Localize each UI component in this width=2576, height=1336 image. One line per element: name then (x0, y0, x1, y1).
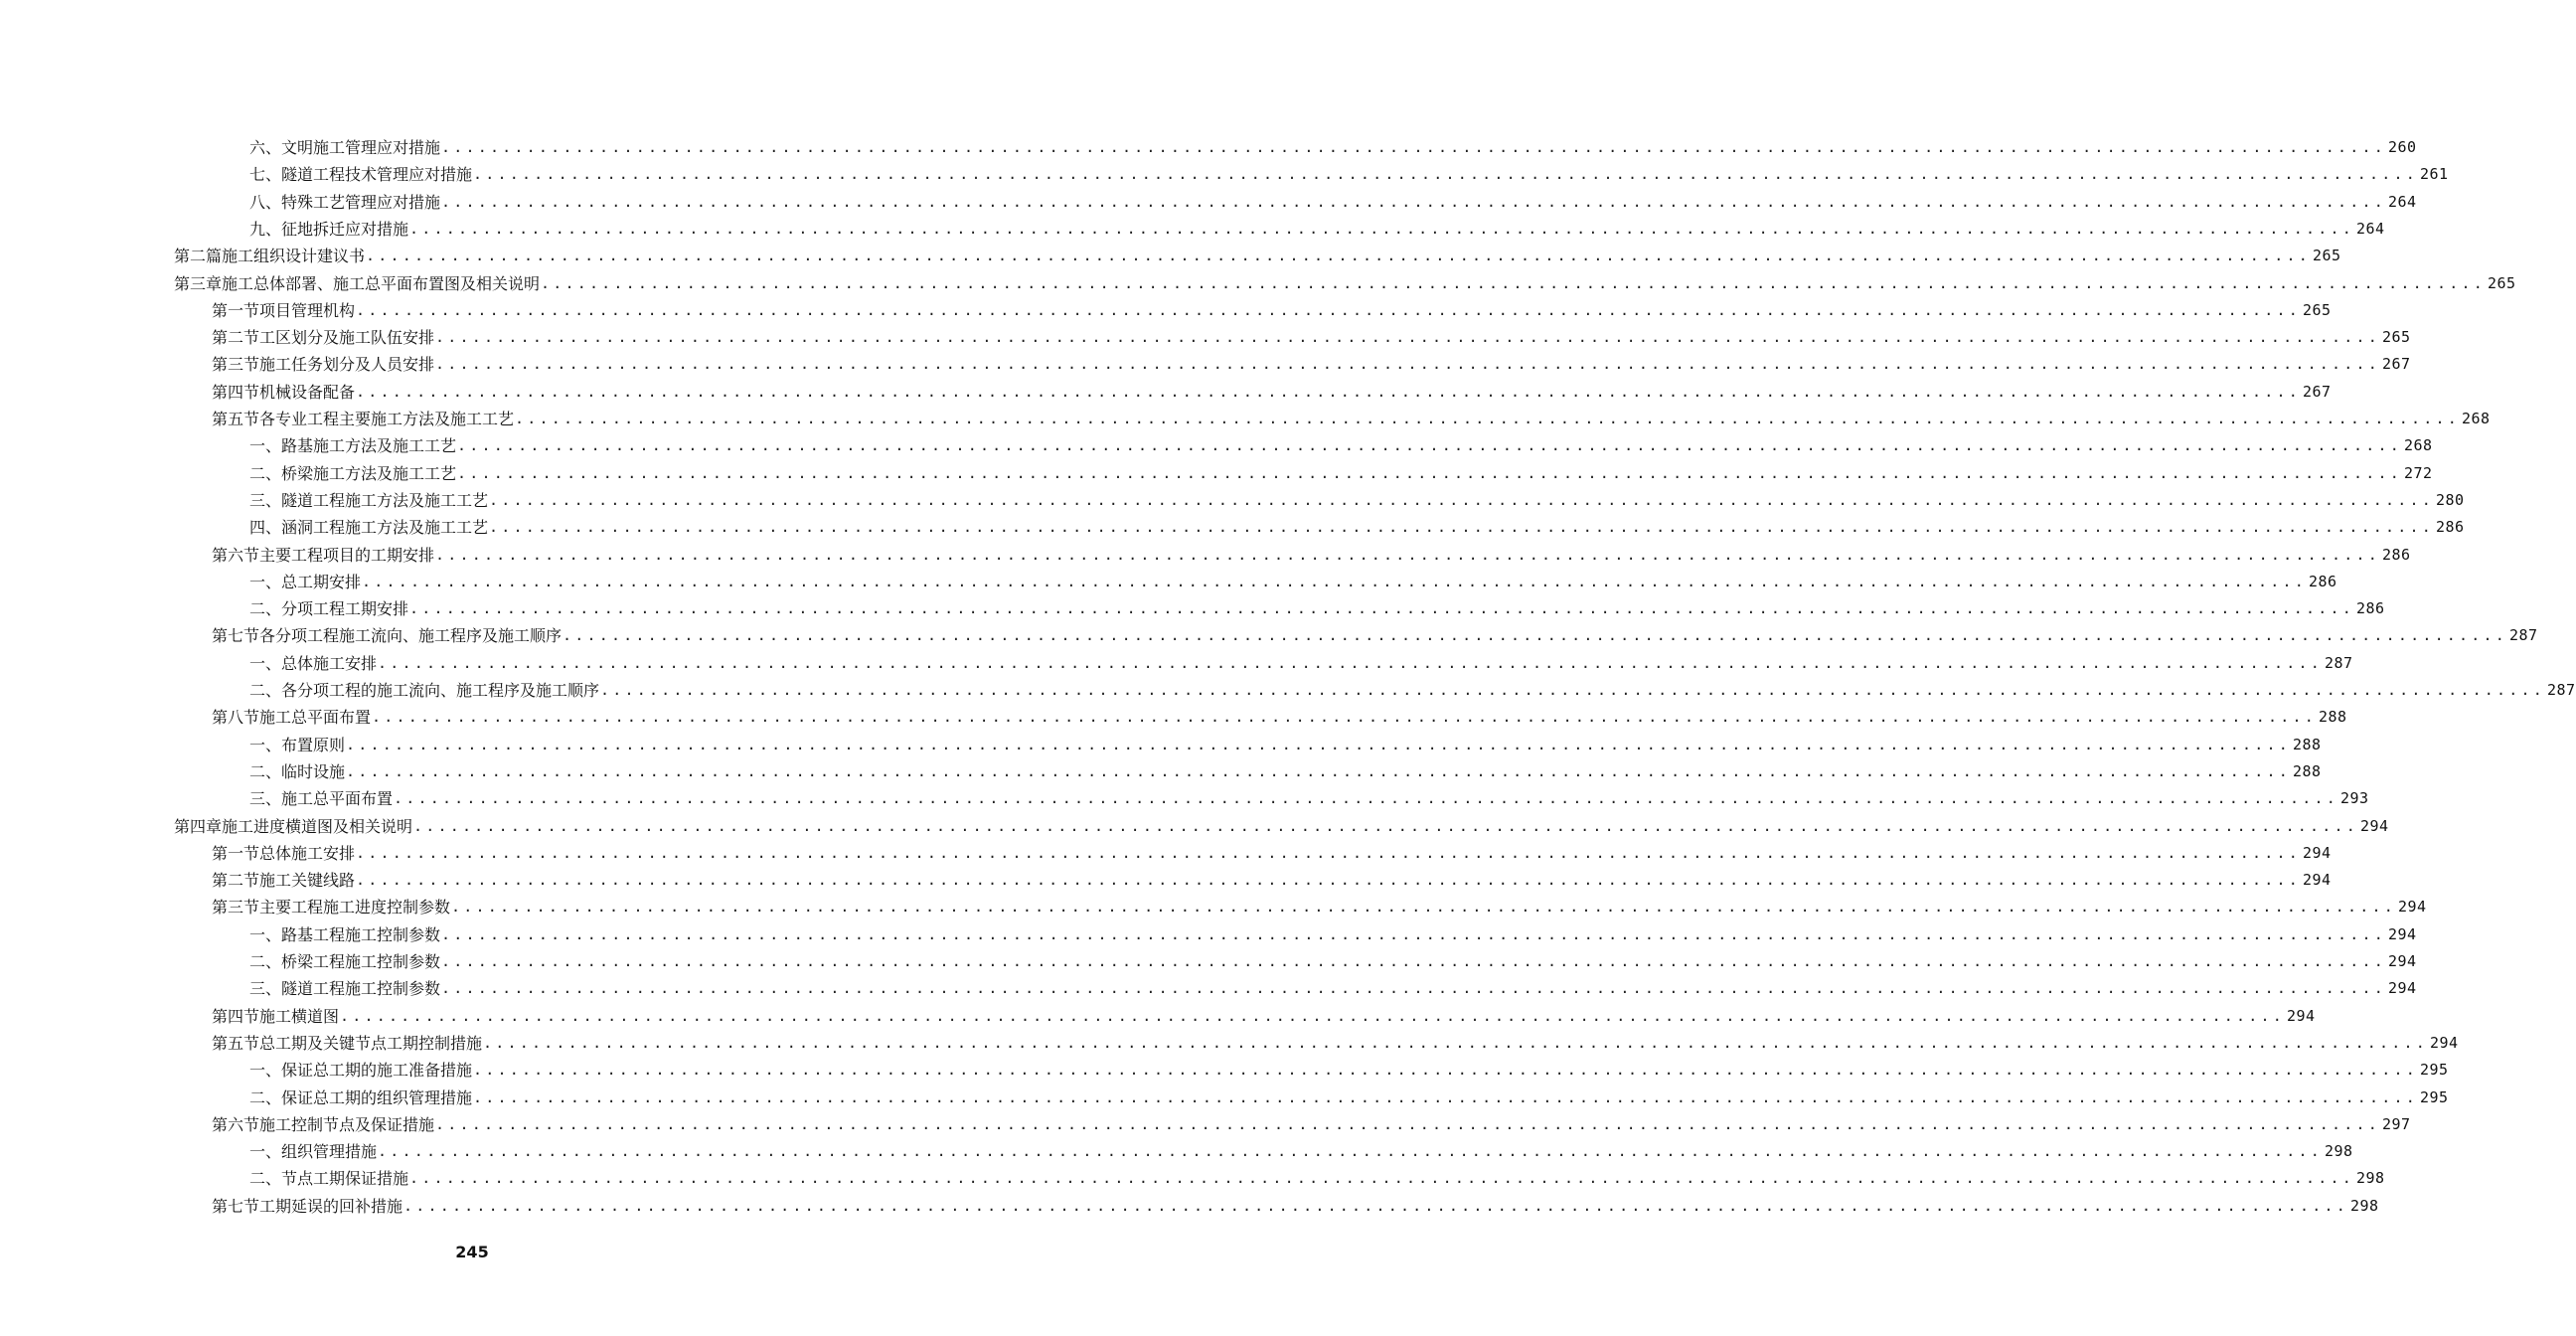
toc-entry[interactable] (212, 324, 2411, 351)
toc-entry-page: 267 (2381, 355, 2411, 374)
toc-entry-title: 工区划分及施工队伍安排 (259, 328, 435, 348)
dot-leader: ................................................................................................................................................................ (473, 165, 2418, 184)
dot-leader: ................................................................................................................................................................ (563, 626, 2507, 645)
toc-entry-title: 总体施工安排 (259, 843, 356, 863)
dot-leader: ................................................................................................................................................................ (362, 572, 2307, 590)
toc-entry[interactable] (249, 134, 2417, 161)
page-number: 245 (455, 1243, 489, 1261)
toc-entry[interactable] (249, 948, 2417, 975)
toc-entry-number: 三、 (249, 979, 282, 999)
toc-entry[interactable] (249, 758, 2322, 785)
toc-entry-page: 298 (2349, 1196, 2379, 1215)
toc-entry-title: 施工控制节点及保证措施 (259, 1114, 435, 1134)
toc-entry-title: 保证总工期的组织管理措施 (281, 1087, 473, 1107)
toc-entry-title: 总体施工安排 (281, 653, 378, 673)
dot-leader: ................................................................................................................................................................ (378, 653, 2323, 672)
toc-entry-number: 九、 (249, 219, 282, 239)
dot-leader: ................................................................................................................................................................ (409, 1169, 2354, 1188)
toc-entry-number: 第三节 (212, 898, 260, 918)
toc-entry-title: 第二篇施工组织设计建议书 (174, 247, 366, 266)
toc-entry-page: 288 (2292, 761, 2322, 780)
toc-entry-page: 287 (2508, 626, 2538, 645)
dot-leader: ................................................................................................................................................................ (489, 518, 2434, 537)
toc-entry[interactable] (249, 595, 2385, 622)
toc-entry-number: 第三章 (174, 273, 223, 293)
dot-leader: ................................................................................................................................................................ (457, 463, 2402, 482)
dot-leader: ................................................................................................................................................................ (356, 871, 2301, 890)
toc-entry[interactable] (174, 813, 2389, 840)
toc-entry-number: 第六节 (212, 545, 260, 565)
toc-entry-page: 272 (2403, 463, 2433, 482)
dot-leader: ................................................................................................................................................................ (356, 300, 2301, 319)
dot-leader: ................................................................................................................................................................ (346, 735, 2291, 753)
toc-entry-title: 征地拆迁应对措施 (281, 219, 409, 239)
toc-entry-title: 涵洞工程施工方法及施工工艺 (281, 518, 489, 538)
toc-entry[interactable] (249, 432, 2433, 459)
toc-entry[interactable] (249, 975, 2417, 1002)
toc-entry[interactable] (212, 840, 2332, 867)
toc-entry-title: 组织管理措施 (281, 1142, 378, 1162)
toc-entry[interactable] (249, 514, 2465, 541)
toc-entry-page: 287 (2324, 653, 2353, 672)
toc-entry-page: 268 (2403, 436, 2433, 455)
toc-entry-number: 第二节 (212, 871, 260, 891)
toc-entry[interactable] (249, 1085, 2449, 1111)
toc-entry-page: 265 (2487, 273, 2516, 292)
toc-entry-page: 294 (2387, 979, 2417, 998)
toc-entry-title: 桥梁工程施工控制参数 (281, 952, 441, 971)
toc-entry-number: 一、 (249, 735, 282, 754)
toc-entry-number: 四、 (249, 518, 282, 538)
toc-entry-page: 288 (2318, 708, 2347, 727)
toc-entry-number: 二、 (249, 681, 282, 700)
toc-entry-number: 二、 (249, 761, 282, 781)
toc-entry-title: 施工关键线路 (259, 871, 356, 891)
toc-entry[interactable] (174, 270, 2516, 297)
dot-leader: ................................................................................................................................................................ (441, 979, 2386, 998)
toc-entry-title: 施工总体部署、施工总平面布置图及相关说明 (222, 273, 541, 293)
toc-entry-page: 288 (2292, 735, 2322, 753)
toc-entry-title: 文明施工管理应对措施 (281, 138, 441, 157)
toc-entry[interactable] (249, 785, 2369, 812)
toc-entry-number: 第八节 (212, 708, 260, 728)
toc-entry-title: 各分项工程施工流向、施工程序及施工顺序 (259, 626, 563, 646)
toc-entry-page: 295 (2419, 1061, 2449, 1080)
dot-leader: ................................................................................................................................................................ (457, 436, 2402, 455)
toc-entry-title: 施工总平面布置 (281, 789, 394, 809)
toc-entry[interactable] (249, 732, 2322, 758)
dot-leader: ................................................................................................................................................................ (441, 952, 2386, 970)
dot-leader: ................................................................................................................................................................ (600, 681, 2545, 699)
dot-leader: ................................................................................................................................................................ (435, 355, 2380, 374)
toc-entry[interactable] (174, 243, 2341, 269)
toc-entry[interactable] (249, 1057, 2449, 1084)
toc-entry-number: 二、 (249, 1087, 282, 1107)
toc-entry-title: 保证总工期的施工准备措施 (281, 1061, 473, 1081)
toc-entry-number: 第六节 (212, 1114, 260, 1134)
toc-entry-number: 一、 (249, 436, 282, 456)
toc-entry-page: 261 (2419, 165, 2449, 184)
toc-entry-title: 主要工程项目的工期安排 (259, 545, 435, 565)
toc-entry-page: 264 (2387, 192, 2417, 211)
toc-entry[interactable] (249, 216, 2385, 243)
dot-leader: ................................................................................................................................................................ (483, 1033, 2428, 1052)
toc-entry[interactable] (212, 379, 2332, 406)
dot-leader: ................................................................................................................................................................ (473, 1061, 2418, 1080)
dot-leader: ................................................................................................................................................................ (451, 898, 2396, 917)
toc-entry-title: 工期延误的回补措施 (259, 1196, 403, 1216)
toc-entry-title: 布置原则 (281, 735, 346, 754)
dot-leader: ................................................................................................................................................................ (356, 843, 2301, 862)
toc-entry-title: 节点工期保证措施 (281, 1169, 409, 1189)
toc-entry[interactable] (249, 921, 2417, 948)
toc-entry-number: 二、 (249, 463, 282, 483)
toc-entry-number: 一、 (249, 924, 282, 944)
toc-entry-number: 第五节 (212, 410, 260, 428)
toc-entry-page: 294 (2286, 1006, 2316, 1025)
toc-entry[interactable] (212, 297, 2332, 324)
toc-entry[interactable] (212, 351, 2411, 378)
toc-entry-page: 286 (2355, 599, 2385, 618)
toc-entry-number: 八、 (249, 192, 282, 212)
toc-entry[interactable] (249, 677, 2576, 704)
toc-entry[interactable] (249, 650, 2353, 677)
toc-entry-number: 第一节 (212, 300, 260, 320)
toc-entry-number: 三、 (249, 490, 282, 510)
toc-entry-title: 主要工程施工进度控制参数 (259, 898, 451, 918)
toc-entry-number: 一、 (249, 1061, 282, 1081)
dot-leader: ................................................................................................................................................................ (409, 599, 2354, 618)
toc-entry-number: 二、 (249, 1169, 282, 1189)
toc-entry[interactable] (249, 189, 2417, 216)
dot-leader: ................................................................................................................................................................ (372, 708, 2317, 727)
toc-entry-page: 294 (2397, 898, 2427, 917)
toc-entry-page: 294 (2429, 1033, 2459, 1052)
toc-entry-page: 268 (2461, 410, 2491, 427)
dot-leader: ................................................................................................................................................................ (366, 247, 2311, 265)
toc-entry-title: 路基施工方法及施工工艺 (281, 436, 457, 456)
toc-entry[interactable] (212, 1111, 2411, 1138)
toc-entry-page: 294 (2359, 816, 2389, 835)
toc-entry[interactable] (212, 406, 2491, 432)
toc-entry-page: 287 (2546, 681, 2576, 699)
toc-entry[interactable] (212, 867, 2332, 894)
toc-entry-title: 隧道工程技术管理应对措施 (281, 165, 473, 185)
toc-entry-page: 295 (2419, 1087, 2449, 1106)
toc-entry-title: 施工进度横道图及相关说明 (222, 816, 413, 836)
toc-entry-number: 第四节 (212, 1006, 260, 1026)
toc-entry-title: 各分项工程的施工流向、施工程序及施工顺序 (281, 681, 600, 700)
toc-entry-number: 二、 (249, 952, 282, 971)
dot-leader: ................................................................................................................................................................ (441, 138, 2386, 156)
toc-entry-page: 286 (2308, 572, 2337, 590)
toc-entry-number: 一、 (249, 572, 282, 591)
toc-entry-title: 机械设备配备 (259, 382, 356, 402)
dot-leader: ................................................................................................................................................................ (441, 924, 2386, 943)
toc-entry-page: 298 (2324, 1142, 2353, 1161)
toc-entry-page: 265 (2312, 247, 2341, 265)
toc-entry-page: 280 (2435, 490, 2465, 509)
dot-leader: ................................................................................................................................................................ (435, 545, 2380, 564)
toc-entry-page: 265 (2381, 328, 2411, 347)
toc-entry[interactable] (212, 1030, 2459, 1057)
toc-entry-number: 第二节 (212, 328, 260, 348)
toc-entry-title: 施工任务划分及人员安排 (259, 355, 435, 375)
toc-entry-number: 第四节 (212, 382, 260, 402)
toc-entry-number: 一、 (249, 1142, 282, 1162)
toc-entry-page: 260 (2387, 138, 2417, 156)
dot-leader: ................................................................................................................................................................ (378, 1142, 2323, 1161)
toc-entry-number: 第三节 (212, 355, 260, 375)
toc-entry-page: 286 (2381, 545, 2411, 564)
toc-entry[interactable] (249, 161, 2449, 188)
toc-entry-page: 294 (2302, 871, 2332, 890)
dot-leader: ................................................................................................................................................................ (435, 1114, 2380, 1133)
toc-entry[interactable] (212, 894, 2427, 920)
toc-entry-number: 三、 (249, 789, 282, 809)
dot-leader: ................................................................................................................................................................ (541, 273, 2486, 292)
toc-entry-number: 第五节 (212, 1033, 260, 1053)
toc-entry-page: 298 (2355, 1169, 2385, 1188)
toc-entry-page: 265 (2302, 300, 2332, 319)
toc-entry-number: 二、 (249, 599, 282, 619)
toc-entry-number: 第七节 (212, 626, 260, 646)
toc-entry-title: 桥梁施工方法及施工工艺 (281, 463, 457, 483)
toc-entry[interactable] (249, 1138, 2353, 1165)
toc-entry-page: 286 (2435, 518, 2465, 537)
toc-entry-page: 294 (2387, 952, 2417, 970)
dot-leader: ................................................................................................................................................................ (346, 761, 2291, 780)
toc-entry-page: 294 (2387, 924, 2417, 943)
toc-entry[interactable] (212, 542, 2411, 569)
toc-entry[interactable] (212, 1193, 2379, 1220)
toc-entry-title: 项目管理机构 (259, 300, 356, 320)
toc-entry-number: 第四章 (174, 816, 223, 836)
toc-entry-number: 第七节 (212, 1196, 260, 1216)
toc-entry-number: 第一节 (212, 843, 260, 863)
toc-entry[interactable] (249, 1165, 2385, 1192)
toc-entry-title: 特殊工艺管理应对措施 (281, 192, 441, 212)
dot-leader: ................................................................................................................................................................ (435, 328, 2380, 347)
dot-leader: ................................................................................................................................................................ (356, 382, 2301, 401)
toc-entry-title: 路基工程施工控制参数 (281, 924, 441, 944)
toc-entry-page: 297 (2381, 1114, 2411, 1133)
dot-leader: ................................................................................................................................................................ (441, 192, 2386, 211)
dot-leader: ................................................................................................................................................................ (413, 816, 2358, 835)
dot-leader: ................................................................................................................................................................ (473, 1087, 2418, 1106)
toc-entry-title: 各专业工程主要施工方法及施工工艺 (259, 410, 515, 428)
toc-entry-number: 一、 (249, 653, 282, 673)
toc-entry-title: 总工期安排 (281, 572, 362, 591)
toc-entry-title: 施工横道图 (259, 1006, 340, 1026)
toc-entry-page: 264 (2355, 219, 2385, 238)
toc-entry[interactable] (212, 622, 2538, 649)
toc-entry[interactable] (249, 460, 2433, 487)
toc-entry-title: 施工总平面布置 (259, 708, 372, 728)
toc-entry-title: 分项工程工期安排 (281, 599, 409, 619)
toc-entry-page: 293 (2339, 789, 2369, 808)
toc-entry-page: 294 (2302, 843, 2332, 862)
toc-entry-title: 总工期及关键节点工期控制措施 (259, 1033, 483, 1053)
toc-entry-number: 七、 (249, 165, 282, 185)
dot-leader: ................................................................................................................................................................ (515, 410, 2460, 427)
dot-leader: ................................................................................................................................................................ (340, 1006, 2285, 1025)
toc-entry-number: 六、 (249, 138, 282, 157)
dot-leader: ................................................................................................................................................................ (403, 1196, 2348, 1215)
toc-entry[interactable] (212, 704, 2347, 731)
toc-entry-title: 隧道工程施工控制参数 (281, 979, 441, 999)
toc-entry[interactable] (212, 1003, 2316, 1030)
toc-entry[interactable] (249, 487, 2465, 514)
toc-entry-title: 临时设施 (281, 761, 346, 781)
toc-entry[interactable] (249, 569, 2337, 595)
toc-entry-title: 隧道工程施工方法及施工工艺 (281, 490, 489, 510)
dot-leader: ................................................................................................................................................................ (489, 490, 2434, 509)
toc-entry-page: 267 (2302, 382, 2332, 401)
dot-leader: ................................................................................................................................................................ (409, 219, 2354, 238)
dot-leader: ................................................................................................................................................................ (394, 789, 2338, 808)
